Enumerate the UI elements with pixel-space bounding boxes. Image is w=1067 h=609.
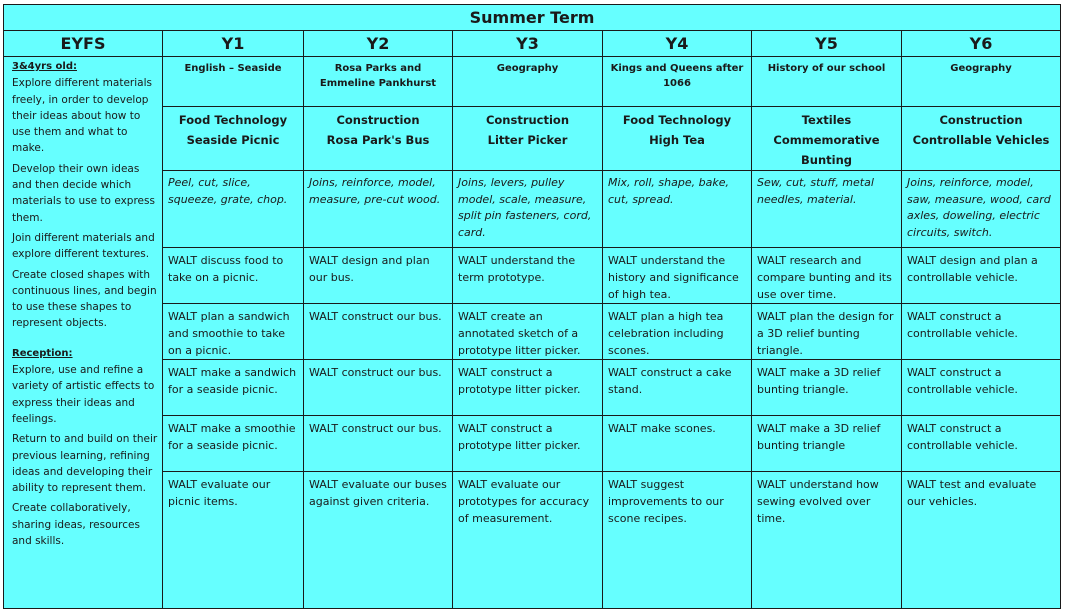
- walt-y4: WALT suggest improvements to our scone recipes.: [603, 472, 752, 609]
- walt-y6: WALT construct a controllable vehicle.: [902, 416, 1061, 472]
- walt-y4: WALT construct a cake stand.: [603, 360, 752, 416]
- header-y6: Y6: [902, 31, 1061, 57]
- eyfs-objective: Create collaboratively, sharing ideas, resources and skills.: [12, 502, 140, 548]
- walt-y3: WALT construct a prototype litter picker.: [453, 360, 603, 416]
- project-y2: [304, 107, 453, 171]
- project-name: Rosa Park's Bus: [326, 133, 430, 147]
- walt-y1: WALT discuss food to take on a picnic.: [163, 248, 304, 304]
- topic-row: [4, 57, 1061, 107]
- header-y3: Y3: [453, 31, 603, 57]
- eyfs-objective: Explore different materials freely, in order to develop their ideas about how to use them and what to make.: [12, 77, 152, 155]
- walt-y3: WALT understand the term prototype.: [453, 248, 603, 304]
- eyfs-cell: [4, 57, 163, 609]
- table-title: Summer Term: [4, 5, 1061, 31]
- eyfs-objective: Return to and build on their previous learning, refining ideas and developing their ability to represent them.: [12, 433, 158, 495]
- vocab-y2: Joins, reinforce, model, measure, pre-cut wood.: [304, 171, 453, 248]
- project-name: Commemorative Bunting: [773, 133, 880, 167]
- topic-y5: History of our school: [752, 57, 902, 107]
- project-type: Food Technology: [622, 113, 732, 127]
- topic-y6: Geography: [902, 57, 1061, 107]
- walt-row-5: [4, 472, 1061, 609]
- vocab-y5: Sew, cut, stuff, metal needles, material.: [752, 171, 902, 248]
- project-y3: [453, 107, 603, 171]
- project-name: Controllable Vehicles: [912, 133, 1050, 147]
- project-type: Construction: [939, 113, 1023, 127]
- walt-y3: WALT construct a prototype litter picker.: [453, 416, 603, 472]
- eyfs-objective: Develop their own ideas and then decide which materials to use to express them.: [12, 162, 155, 224]
- walt-y1: WALT make a smoothie for a seaside picnic.: [163, 416, 304, 472]
- project-type: Textiles: [801, 113, 852, 127]
- vocabulary-row: [4, 171, 1061, 248]
- project-name: High Tea: [649, 133, 705, 147]
- walt-row-2: [4, 304, 1061, 360]
- project-y1: [163, 107, 304, 171]
- project-type: Construction: [336, 113, 420, 127]
- walt-row-1: [4, 248, 1061, 304]
- header-y5: Y5: [752, 31, 902, 57]
- walt-y4: WALT understand the history and significance of high tea.: [603, 248, 752, 304]
- header-eyfs: EYFS: [4, 31, 163, 57]
- project-y5: [752, 107, 902, 171]
- walt-y2: WALT construct our bus.: [304, 416, 453, 472]
- header-y2: Y2: [304, 31, 453, 57]
- walt-row-4: [4, 416, 1061, 472]
- walt-y5: WALT make a 3D relief bunting triangle.: [752, 360, 902, 416]
- walt-y2: WALT evaluate our buses against given criteria.: [304, 472, 453, 609]
- vocab-y6: Joins, reinforce, model, saw, measure, wood, card axles, doweling, electric circuits, switch.: [902, 171, 1061, 248]
- topic-y1: English – Seaside: [163, 57, 304, 107]
- walt-y1: WALT evaluate our picnic items.: [163, 472, 304, 609]
- walt-y6: WALT test and evaluate our vehicles.: [902, 472, 1061, 609]
- walt-y5: WALT understand how sewing evolved over time.: [752, 472, 902, 609]
- eyfs-objective: Explore, use and refine a variety of artistic effects to express their ideas and feelings.: [12, 364, 155, 425]
- walt-y5: WALT research and compare bunting and its use over time.: [752, 248, 902, 304]
- topic-y2: Rosa Parks and Emmeline Pankhurst: [304, 57, 453, 107]
- vocab-y1: Peel, cut, slice, squeeze, grate, chop.: [163, 171, 304, 248]
- topic-y3: Geography: [453, 57, 603, 107]
- header-y4: Y4: [603, 31, 752, 57]
- walt-y6: WALT construct a controllable vehicle.: [902, 304, 1061, 360]
- walt-y4: WALT make scones.: [603, 416, 752, 472]
- project-type: Construction: [485, 113, 570, 127]
- walt-y2: WALT construct our bus.: [304, 304, 453, 360]
- walt-y5: WALT make a 3D relief bunting triangle: [752, 416, 902, 472]
- vocab-y4: Mix, roll, shape, bake, cut, spread.: [603, 171, 752, 248]
- walt-y3: WALT evaluate our prototypes for accuracy of measurement.: [453, 472, 603, 609]
- project-y4: [603, 107, 752, 171]
- eyfs-reception-heading: Reception:: [12, 347, 73, 359]
- walt-y1: WALT plan a sandwich and smoothie to take on a picnic.: [163, 304, 304, 360]
- walt-y3: WALT create an annotated sketch of a prototype litter picker.: [453, 304, 603, 360]
- project-type: Food Technology: [178, 113, 288, 127]
- year-header-row: [4, 31, 1061, 57]
- walt-y6: WALT design and plan a controllable vehicle.: [902, 248, 1061, 304]
- curriculum-table: [3, 4, 1061, 609]
- walt-row-3: [4, 360, 1061, 416]
- walt-y6: WALT construct a controllable vehicle.: [902, 360, 1061, 416]
- header-y1: Y1: [163, 31, 304, 57]
- topic-y4: Kings and Queens after 1066: [603, 57, 752, 107]
- project-name: Seaside Picnic: [186, 133, 280, 147]
- walt-y1: WALT make a sandwich for a seaside picnic.: [163, 360, 304, 416]
- eyfs-age-heading: 3&4yrs old:: [12, 61, 77, 72]
- project-name: Litter Picker: [487, 133, 568, 147]
- project-y6: [902, 107, 1061, 171]
- eyfs-objective: Join different materials and explore different textures.: [12, 231, 155, 261]
- vocab-y3: Joins, levers, pulley model, scale, measure, split pin fasteners, cord, card.: [453, 171, 603, 248]
- eyfs-objective: Create closed shapes with continuous lines, and begin to use these shapes to represent objects.: [12, 268, 157, 330]
- walt-y2: WALT construct our bus.: [304, 360, 453, 416]
- walt-y4: WALT plan a high tea celebration including scones.: [603, 304, 752, 360]
- project-row: [4, 107, 1061, 171]
- walt-y5: WALT plan the design for a 3D relief bunting triangle.: [752, 304, 902, 360]
- walt-y2: WALT design and plan our bus.: [304, 248, 453, 304]
